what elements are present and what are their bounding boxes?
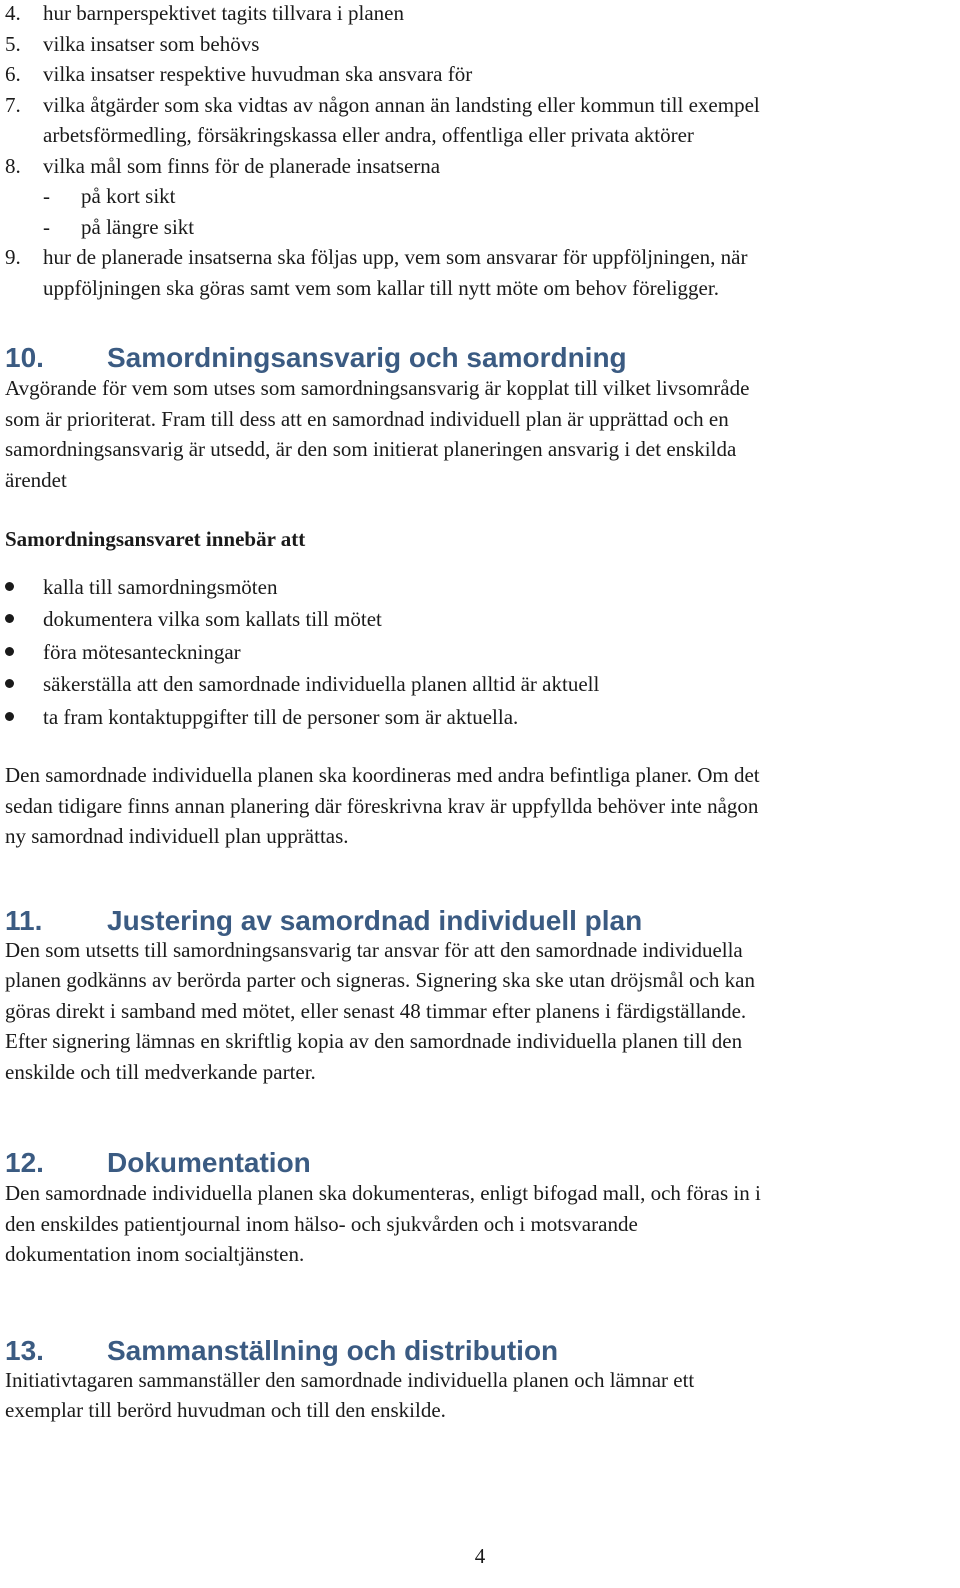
paragraph-line: Den som utsetts till samordningsansvarig tar ansvar för att den samordnade individuella bbox=[5, 937, 743, 962]
paragraph bbox=[5, 760, 953, 852]
list-text: vilka insatser som behövs bbox=[43, 31, 260, 56]
list-number: 8. bbox=[5, 153, 21, 178]
paragraph-line: planen godkänns av berörda parter och signeras. Signering ska ske utan dröjsmål och kan bbox=[5, 968, 755, 993]
section-heading bbox=[5, 1146, 953, 1180]
list-number: 9. bbox=[5, 245, 21, 269]
bullet-text: säkerställa att den samordnade individuella planen alltid är aktuell bbox=[43, 672, 600, 697]
numbered-list bbox=[5, 0, 953, 303]
section-heading bbox=[5, 341, 953, 375]
paragraph-line: Den samordnade individuella planen ska koordineras med andra befintliga planer. Om det bbox=[5, 763, 760, 788]
list-text: vilka insatser respektive huvudman ska ansvara för bbox=[43, 62, 473, 86]
dash-marker: - bbox=[43, 184, 50, 208]
bullet-list bbox=[5, 571, 953, 733]
list-number: 5. bbox=[5, 31, 21, 56]
list-item bbox=[5, 59, 953, 90]
paragraph-line: Avgörande för vem som utses som samordningsansvarig är kopplat till vilket livsområde bbox=[5, 376, 750, 400]
list-text: uppföljningen ska göras samt vem som kallar till nytt möte om behov föreligger. bbox=[43, 275, 719, 300]
list-item bbox=[5, 242, 953, 303]
paragraph-line: ärendet bbox=[5, 467, 67, 492]
page-number: 4 bbox=[474, 1544, 486, 1568]
paragraph-line: Den samordnade individuella planen ska dokumenteras, enligt bifogad mall, och föras in i bbox=[5, 1181, 761, 1206]
paragraph-line: den enskildes patientjournal inom hälso- och sjukvården och i motsvarande bbox=[5, 1211, 638, 1236]
sub-list-text: på kort sikt bbox=[81, 184, 176, 208]
list-text: vilka åtgärder som ska vidtas av någon annan än landsting eller kommun till exempel bbox=[43, 92, 760, 117]
section-title: Dokumentation bbox=[107, 1147, 311, 1179]
section-title: Sammanställning och distribution bbox=[107, 1334, 559, 1366]
bullet-text: ta fram kontaktuppgifter till de personer som är aktuella. bbox=[43, 704, 519, 729]
sub-list-text: på längre sikt bbox=[81, 214, 195, 239]
bullet-item bbox=[5, 603, 953, 635]
section-number: 13. bbox=[5, 1334, 44, 1366]
paragraph bbox=[5, 1365, 953, 1426]
paragraph bbox=[5, 373, 953, 495]
list-item bbox=[5, 29, 953, 60]
list-item bbox=[5, 151, 953, 243]
section-number: 12. bbox=[5, 1147, 44, 1179]
paragraph bbox=[5, 935, 953, 1088]
section-heading bbox=[5, 1334, 953, 1368]
list-number: 6. bbox=[5, 62, 21, 86]
list-text: arbetsförmedling, försäkringskassa eller andra, offentliga eller privata aktörer bbox=[43, 123, 694, 147]
section-title: Samordningsansvarig och samordning bbox=[107, 342, 627, 373]
bullet-item bbox=[5, 571, 953, 603]
paragraph-line: som är prioriterat. Fram till dess att en samordnad individuell plan är upprättad och en bbox=[5, 406, 729, 431]
paragraph-line: exemplar till berörd huvudman och till den enskilde. bbox=[5, 1398, 446, 1423]
sub-list-item bbox=[43, 181, 953, 212]
paragraph-line: sedan tidigare finns annan planering där föreskrivna krav är uppfyllda behöver inte någon bbox=[5, 793, 759, 818]
paragraph-line: göras direkt i samband med mötet, eller senast 48 timmar efter planens i färdigställande. bbox=[5, 998, 747, 1023]
bullet-text: föra mötesanteckningar bbox=[43, 639, 241, 664]
section-number: 10. bbox=[5, 342, 44, 373]
paragraph bbox=[5, 1178, 953, 1270]
list-text: hur barnperspektivet tagits tillvara i planen bbox=[43, 1, 404, 25]
paragraph-line: ny samordnad individuell plan upprättas. bbox=[5, 824, 349, 849]
bullet-icon bbox=[5, 679, 14, 688]
bullet-text: kalla till samordningsmöten bbox=[43, 575, 278, 599]
list-text: hur de planerade insatserna ska följas upp, vem som ansvarar för uppföljningen, när bbox=[43, 245, 748, 269]
bullet-icon bbox=[5, 582, 14, 591]
paragraph-line: samordningsansvarig är utsedd, är den som initierat planeringen ansvarig i det enskilda bbox=[5, 437, 737, 461]
section-heading bbox=[5, 904, 953, 938]
bullet-icon bbox=[5, 647, 14, 656]
list-text: vilka mål som finns för de planerade insatserna bbox=[43, 153, 441, 178]
sub-list-item bbox=[43, 212, 953, 243]
list-number: 4. bbox=[5, 1, 21, 25]
section-number: 11. bbox=[5, 904, 43, 936]
paragraph-line: dokumentation inom socialtjänsten. bbox=[5, 1242, 305, 1267]
bullet-text: dokumentera vilka som kallats till mötet bbox=[43, 607, 382, 632]
bullet-item bbox=[5, 668, 953, 700]
dash-marker: - bbox=[43, 214, 50, 239]
section-title: Justering av samordnad individuell plan bbox=[107, 904, 643, 936]
list-item bbox=[5, 90, 953, 151]
document-page bbox=[5, 0, 953, 1426]
paragraph-line: enskilde och till medverkande parter. bbox=[5, 1059, 316, 1084]
bullet-icon bbox=[5, 614, 14, 623]
paragraph-line: Initiativtagaren sammanställer den samordnade individuella planen och lämnar ett bbox=[5, 1367, 695, 1392]
bullet-icon bbox=[5, 712, 14, 721]
bullet-item bbox=[5, 636, 953, 668]
sub-list bbox=[43, 181, 953, 242]
bullet-item bbox=[5, 701, 953, 733]
list-number: 7. bbox=[5, 92, 21, 117]
list-item bbox=[5, 0, 953, 29]
paragraph-line: Efter signering lämnas en skriftlig kopia av den samordnade individuella planen till den bbox=[5, 1029, 743, 1054]
subheading: Samordningsansvaret innebär att bbox=[5, 527, 306, 551]
